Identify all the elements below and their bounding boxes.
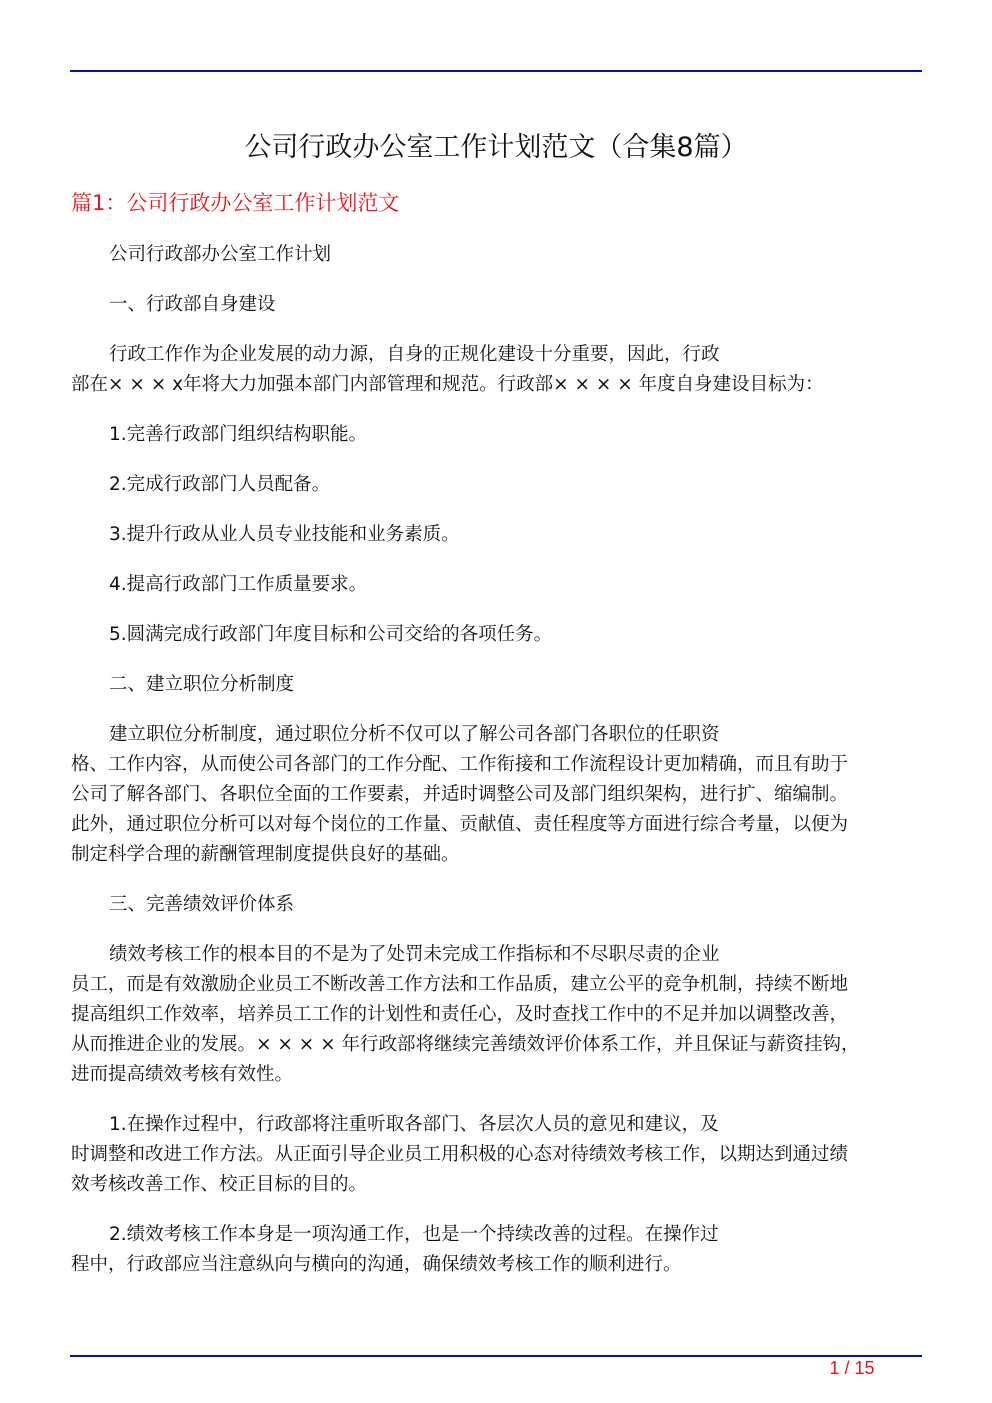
text-line: 公司行政部办公室工作计划	[109, 244, 332, 265]
text-line: 三、完善绩效评价体系	[109, 894, 295, 915]
text-line: 绩效考核工作的根本目的不是为了处罚未完成工作指标和不尽职尽责的企业	[109, 944, 720, 965]
page-number: 1 / 15	[829, 1358, 875, 1378]
text-line: 1.完善行政部门组织结构职能。	[109, 424, 368, 445]
text-line: 效考核改善工作、校正目标的目的。	[71, 1174, 368, 1195]
text-line: 2.绩效考核工作本身是一项沟通工作，也是一个持续改善的过程。在操作过	[109, 1224, 719, 1245]
section-heading: 篇1：公司行政办公室工作计划范文	[71, 191, 400, 215]
text-line: 一、行政部自身建设	[109, 294, 276, 315]
text-line: 1.在操作过程中，行政部将注重听取各部门、各层次人员的意见和建议，及	[109, 1114, 719, 1135]
list-item	[71, 570, 923, 600]
paragraph-plan-title	[71, 240, 923, 270]
list-item	[71, 420, 923, 450]
text-line: 提高组织工作效率，培养员工工作的计划性和责任心，及时查找工作中的不足并加以调整改善，	[71, 1004, 849, 1025]
paragraph-heading-3	[71, 890, 923, 920]
text-line: 制定科学合理的薪酬管理制度提供良好的基础。	[71, 844, 460, 865]
text-line: 公司了解各部门、各职位全面的工作要素，并适时调整公司及部门组织架构，进行扩、缩编制。	[71, 784, 849, 805]
list-item	[71, 470, 923, 500]
text-line: 部在× × × x年将大力加强本部门内部管理和规范。行政部× × × × 年度自身建设目标为：	[71, 374, 824, 395]
paragraph-heading-1	[71, 290, 923, 320]
text-line: 员工，而是有效激励企业员工不断改善工作方法和工作品质，建立公平的竞争机制，持续不断地	[71, 974, 849, 995]
text-line: 进而提高绩效考核有效性。	[71, 1064, 294, 1085]
text-line: 行政工作作为企业发展的动力源，自身的正规化建设十分重要，因此，行政	[109, 344, 720, 365]
footer-rule	[70, 1355, 922, 1357]
paragraph	[71, 340, 923, 400]
paragraph	[71, 1110, 923, 1200]
header-rule	[70, 70, 922, 72]
document-title: 公司行政办公室工作计划范文（合集8篇）	[244, 132, 748, 163]
text-line: 格、工作内容，从而使公司各部门的工作分配、工作衔接和工作流程设计更加精确，而且有助于	[71, 754, 849, 775]
text-line: 3.提升行政从业人员专业技能和业务素质。	[109, 524, 460, 545]
document-body	[71, 240, 923, 1300]
paragraph-heading-2	[71, 670, 923, 700]
paragraph	[71, 1220, 923, 1280]
text-line: 从而推进企业的发展。× × × × 年行政部将继续完善绩效评价体系工作，并且保证与薪资挂钩，	[71, 1034, 860, 1055]
list-item	[71, 620, 923, 650]
text-line: 此外，通过职位分析可以对每个岗位的工作量、贡献值、责任程度等方面进行综合考量，以便为	[71, 814, 849, 835]
text-line: 二、建立职位分析制度	[109, 674, 295, 695]
text-line: 程中，行政部应当注意纵向与横向的沟通，确保绩效考核工作的顺利进行。	[71, 1254, 682, 1275]
paragraph	[71, 720, 923, 870]
text-line: 4.提高行政部门工作质量要求。	[109, 574, 368, 595]
text-line: 时调整和改进工作方法。从正面引导企业员工用积极的心态对待绩效考核工作，以期达到通过绩	[71, 1144, 849, 1165]
paragraph	[71, 940, 923, 1090]
list-item	[71, 520, 923, 550]
text-line: 5.圆满完成行政部门年度目标和公司交给的各项任务。	[109, 624, 553, 645]
text-line: 2.完成行政部门人员配备。	[109, 474, 331, 495]
text-line: 建立职位分析制度，通过职位分析不仅可以了解公司各部门各职位的任职资	[109, 724, 720, 745]
